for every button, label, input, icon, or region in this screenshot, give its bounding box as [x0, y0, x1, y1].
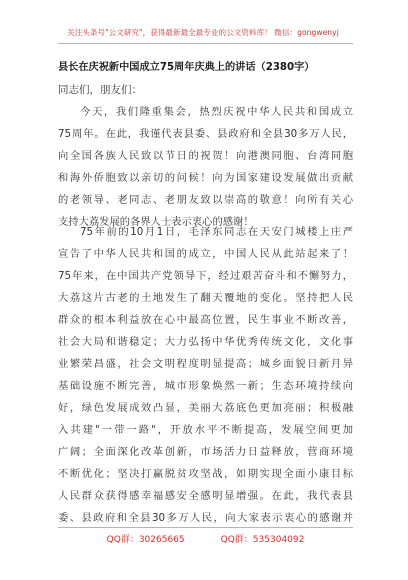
- paragraph-line: 向全国各族人民致以节日的祝贺！向港澳同胞、台湾同胞: [58, 150, 353, 162]
- header-banner: 关注头条号"公文研究"，获得最新最全最专业的公文资料库！ 微信：gongwenyj: [67, 27, 339, 37]
- paragraph-line: 不断优化；坚决打赢脱贫攻坚战，如期实现全面小康目标: [58, 468, 353, 480]
- paragraph-line: 宣告了中华人民共和国的成立，中国人民从此站起来了！: [58, 248, 353, 260]
- footer: [58, 532, 353, 545]
- paragraph-line: 委、县政府和全县30多万人民，向大家表示衷心的感谢并: [58, 512, 353, 524]
- paragraph-line: 业繁荣昌盛，社会文明程度明显提高；城乡面貌日新月异: [58, 358, 353, 370]
- paragraph-line: 入共建"一带一路"，开放水平不断提高，发展空间更加: [58, 424, 353, 436]
- paragraph-2: [58, 221, 353, 529]
- paragraph-line: 社会大局和谐稳定；大力弘扬中华优秀传统文化，文化事: [58, 336, 353, 348]
- paragraph-line: 75年前的10月1日，毛泽东同志在天安门城楼上庄严: [80, 226, 353, 238]
- header-divider: [58, 43, 353, 44]
- paragraph-line: 75周年。在此，我谨代表县委、县政府和全县30多万人民，: [58, 128, 353, 140]
- paragraph-line: 广阔；全面深化改革创新，市场活力日益释放，营商环境: [58, 446, 353, 458]
- greeting: 同志们，朋友们：: [58, 84, 142, 96]
- document-title: 县长在庆祝新中国成立75周年庆典上的讲话（2380字）: [58, 62, 315, 73]
- qq-group-1: QQ群：30265665: [106, 535, 185, 545]
- paragraph-line: 75年来，在中国共产党领导下，经过艰苦奋斗和不懈努力，: [58, 270, 353, 282]
- paragraph-line: 支持大荔发展的各界人士表示衷心的感谢！: [58, 216, 254, 228]
- paragraph-line: 今天，我们隆重集会，热烈庆祝中华人民共和国成立: [80, 106, 353, 118]
- paragraph-line: 群众的根本利益放在心中最高位置，民生事业不断改善，: [58, 314, 353, 326]
- paragraph-1: [58, 101, 353, 233]
- paragraph-line: 大荔这片古老的土地发生了翻天覆地的变化。坚持把人民: [58, 292, 353, 304]
- paragraph-line: 的老领导、老同志、老朋友致以崇高的敬意！向所有关心: [58, 194, 353, 206]
- paragraph-line: 人民群众获得感幸福感安全感明显增强。在此，我代表县: [58, 490, 353, 502]
- paragraph-line: 和海外侨胞致以亲切的问候！向为国家建设发展做出贡献: [58, 172, 353, 184]
- paragraph-line: 好，绿色发展成效凸显，美丽大荔底色更加亮丽；积极融: [58, 402, 353, 414]
- paragraph-line: 基础设施不断完善，城市形象焕然一新；生态环境持续向: [58, 380, 353, 392]
- footer-divider: [58, 527, 353, 528]
- qq-group-2: QQ群：535304092: [220, 535, 305, 545]
